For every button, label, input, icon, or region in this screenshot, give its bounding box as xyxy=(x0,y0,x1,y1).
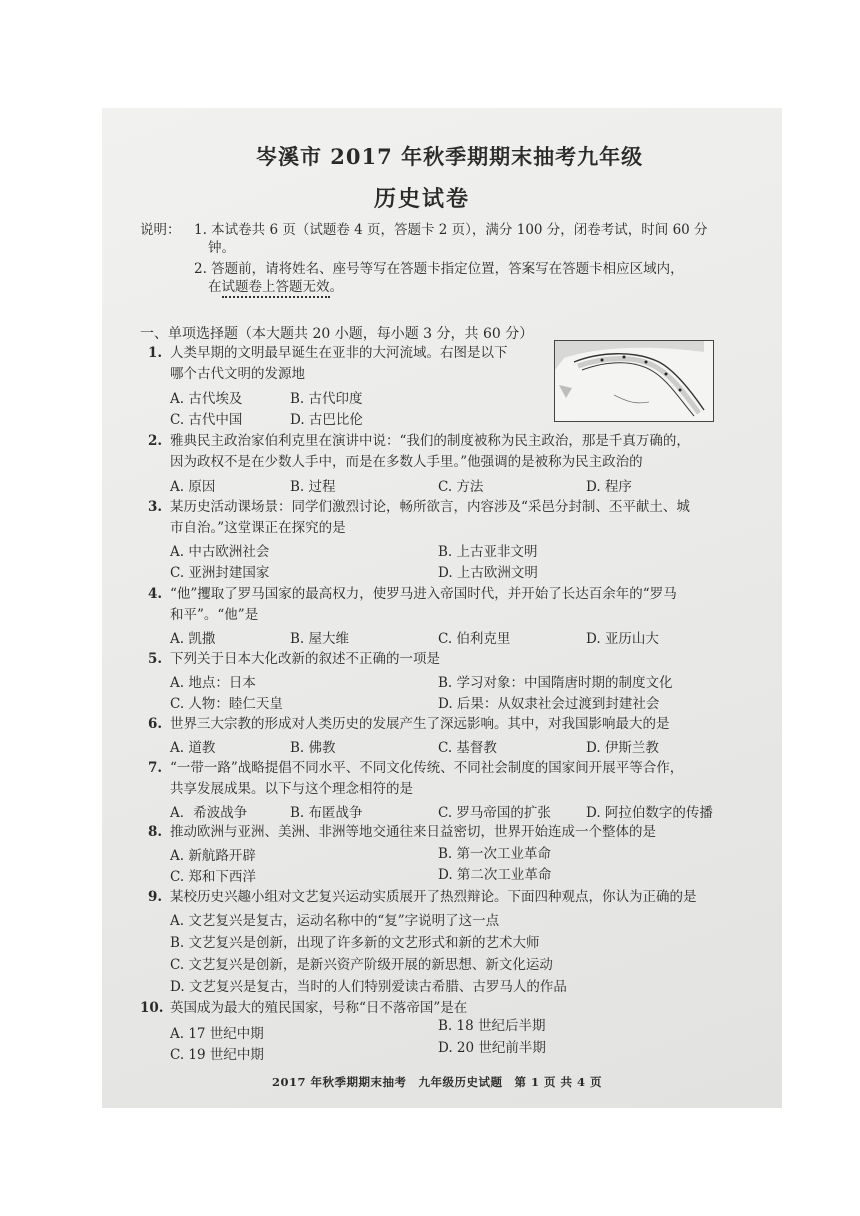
exam-subtitle: 历史试卷 xyxy=(374,186,471,212)
q10-number: 10. xyxy=(140,1000,164,1016)
q7-number: 7. xyxy=(148,760,163,776)
q9-option-d: D. 文艺复兴是复古，当时的人们特别爱读古希腊、古罗马人的作品 xyxy=(170,979,567,995)
q3-option-d: D. 上古欧洲文明 xyxy=(438,565,538,581)
page-footer: 2017 年秋季期期末抽考 九年级历史试题 第 1 页 共 4 页 xyxy=(272,1075,603,1089)
q9-text-line-1: 某校历史兴趣小组对文艺复兴运动实质展开了热烈辩论。下面四种观点，你认为正确的是 xyxy=(170,889,697,905)
q5-text-line-1: 下列关于日本大化改新的叙述不正确的一项是 xyxy=(170,651,440,667)
q1-option-a: A. 古代埃及 xyxy=(170,391,243,407)
q4-number: 4. xyxy=(148,586,163,602)
q4-option-c: C. 伯利克里 xyxy=(438,631,511,647)
q3-number: 3. xyxy=(148,499,163,515)
q2-option-b: B. 过程 xyxy=(290,479,336,495)
exam-page xyxy=(102,108,782,1108)
q7-option-c: C. 罗马帝国的扩张 xyxy=(438,805,551,821)
instruction-post: 。 xyxy=(329,279,343,295)
instruction-pre: 在 xyxy=(208,279,222,295)
q8-option-a: A. 新航路开辟 xyxy=(170,848,256,864)
q5-option-c: C. 人物：睦仁天皇 xyxy=(170,696,283,712)
q2-text-line-1: 雅典民主政治家伯利克里在演讲中说：“我们的制度被称为民主政治，那是千真万确的， xyxy=(170,433,690,449)
q2-text-line-2: 因为政权不是在少数人手中，而是在多数人手里。”他强调的是被称为民主政治的 xyxy=(170,454,643,470)
q7-option-a: A．希波战争 xyxy=(170,805,248,821)
q9-option-c: C. 文艺复兴是创新，是新兴资产阶级开展的新思想、新文化运动 xyxy=(170,957,553,973)
section-heading: 一、单项选择题（本大题共 20 小题，每小题 3 分，共 60 分） xyxy=(140,326,534,342)
q6-option-d: D. 伊斯兰教 xyxy=(586,740,659,756)
q9-option-b: B. 文艺复兴是创新，出现了许多新的文艺形式和新的艺术大师 xyxy=(170,935,540,951)
q1-option-d: D. 古巴比伦 xyxy=(290,412,363,428)
nile-map-figure xyxy=(554,340,714,422)
q6-text-line-1: 世界三大宗教的形成对人类历史的发展产生了深远影响。其中，对我国影响最大的是 xyxy=(170,716,670,732)
q4-text-line-2: 和平”。“他”是 xyxy=(170,607,259,623)
q3-text-line-1: 某历史活动课场景：同学们激烈讨论，畅所欲言，内容涉及“采邑分封制、丕平献土、城 xyxy=(170,499,690,515)
q10-option-b: B. 18 世纪后半期 xyxy=(438,1018,546,1034)
q1-text-line-2: 哪个古代文明的发源地 xyxy=(170,366,305,382)
q8-text-line-1: 推动欧洲与亚洲、美洲、非洲等地交通往来日益密切，世界开始连成一个整体的是 xyxy=(170,824,656,840)
q10-option-a: A. 17 世纪中期 xyxy=(170,1026,264,1042)
q8-option-b: B. 第一次工业革命 xyxy=(438,846,552,862)
q3-text-line-2: 市自治。”这堂课正在探究的是 xyxy=(170,520,346,536)
q10-text-line-1: 英国成为最大的殖民国家，号称“日不落帝国”是在 xyxy=(170,1000,468,1016)
q1-option-b: B. 古代印度 xyxy=(290,391,363,407)
q10-option-c: C. 19 世纪中期 xyxy=(170,1047,264,1063)
q3-option-c: C. 亚洲封建国家 xyxy=(170,565,270,581)
q7-text-line-2: 共享发展成果。以下与这个理念相符的是 xyxy=(170,781,413,797)
q5-option-a: A. 地点：日本 xyxy=(170,675,256,691)
q10-option-d: D. 20 世纪前半期 xyxy=(438,1040,546,1056)
q5-option-d: D. 后果：从奴隶社会过渡到封建社会 xyxy=(438,696,660,712)
q6-option-a: A. 道教 xyxy=(170,740,216,756)
q8-number: 8. xyxy=(148,824,163,840)
q4-option-d: D. 亚历山大 xyxy=(586,631,659,647)
q9-option-a: A. 文艺复兴是复古，运动名称中的“复”字说明了这一点 xyxy=(170,913,500,929)
q1-number: 1. xyxy=(148,345,163,361)
q9-number: 9. xyxy=(148,889,163,905)
q2-option-c: C. 方法 xyxy=(438,479,484,495)
q7-option-d: D. 阿拉伯数字的传播 xyxy=(586,805,713,821)
q8-option-d: D. 第二次工业革命 xyxy=(438,867,552,883)
q4-option-b: B. 屋大维 xyxy=(290,631,350,647)
q3-option-a: A. 中古欧洲社会 xyxy=(170,544,270,560)
instruction-line-2: 2. 答题前，请将姓名、座号等写在答题卡指定位置，答案写在答题卡相应区域内， xyxy=(194,261,684,277)
q7-option-b: B. 布匿战争 xyxy=(290,805,363,821)
q1-option-c: C. 古代中国 xyxy=(170,412,243,428)
instructions-label: 说明： xyxy=(140,222,181,238)
instruction-line-1b: 钟。 xyxy=(208,240,235,256)
q2-option-d: D. 程序 xyxy=(586,479,632,495)
q2-number: 2. xyxy=(148,433,163,449)
q7-text-line-1: “一带一路”战略提倡不同水平、不同文化传统、不同社会制度的国家间开展平等合作， xyxy=(170,760,684,776)
q6-option-b: B. 佛教 xyxy=(290,740,336,756)
q2-option-a: A. 原因 xyxy=(170,479,216,495)
instruction-line-2b xyxy=(208,278,343,297)
q5-option-b: B. 学习对象：中国隋唐时期的制度文化 xyxy=(438,675,673,691)
q1-text-line-1: 人类早期的文明最早诞生在亚非的大河流域。右图是以下 xyxy=(170,345,508,361)
instruction-emphasis: 试题卷上答题无效 xyxy=(222,279,330,298)
q3-option-b: B. 上古亚非文明 xyxy=(438,544,538,560)
q8-option-c: C. 郑和下西洋 xyxy=(170,869,256,885)
instruction-line-1: 1. 本试卷共 6 页（试题卷 4 页，答题卡 2 页），满分 100 分，闭卷考试，时间 60 分 xyxy=(194,222,708,238)
q6-number: 6. xyxy=(148,716,163,732)
q5-number: 5. xyxy=(148,651,163,667)
q4-text-line-1: “他”攫取了罗马国家的最高权力，使罗马进入帝国时代，并开始了长达百余年的“罗马 xyxy=(170,586,677,602)
q6-option-c: C. 基督教 xyxy=(438,740,497,756)
q4-option-a: A. 凯撒 xyxy=(170,631,216,647)
exam-title: 岑溪市 2017 年秋季期期末抽考九年级 xyxy=(256,144,644,169)
